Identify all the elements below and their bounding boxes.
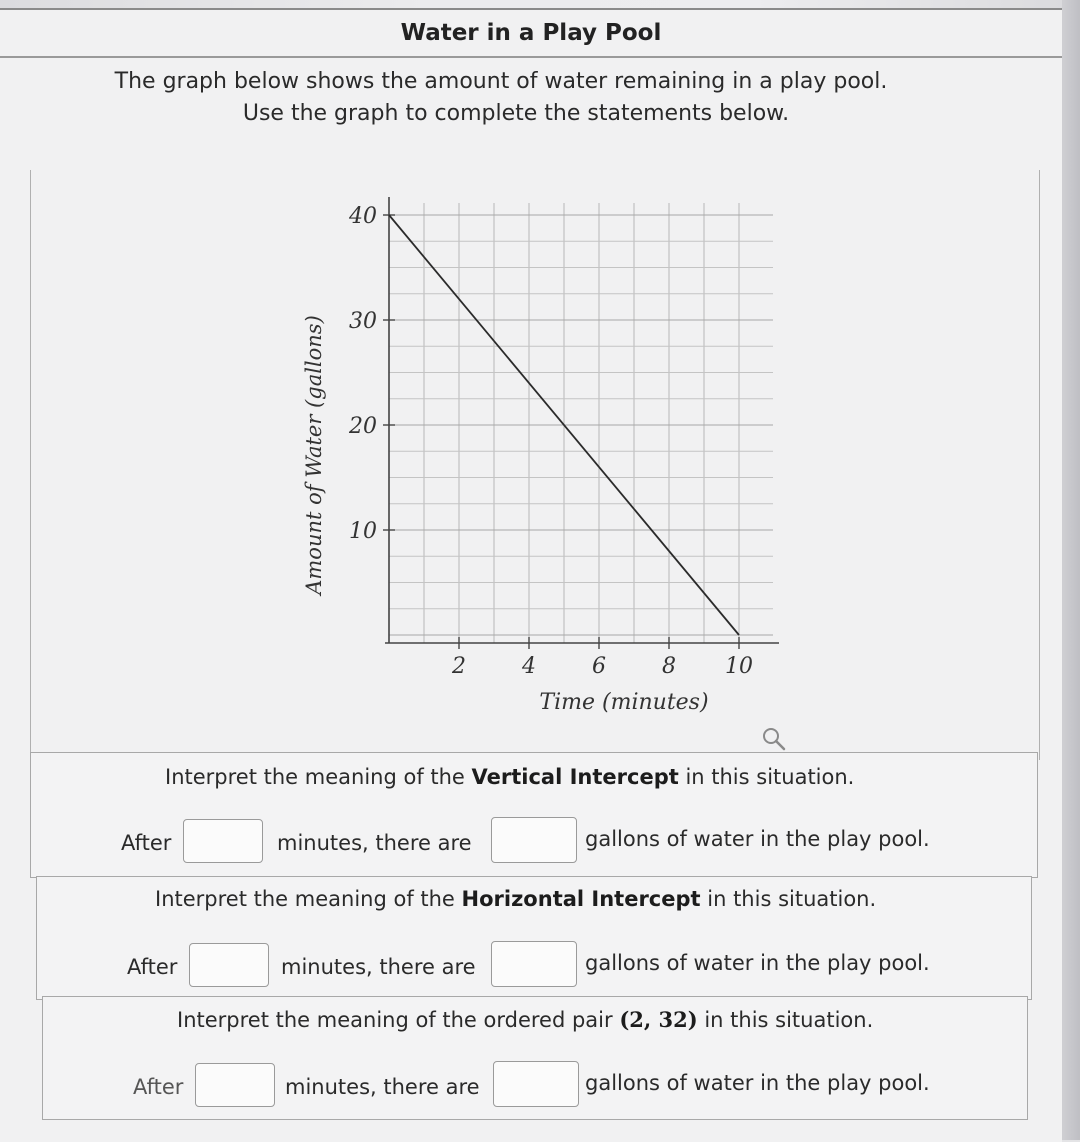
prompt-text-end: in this situation. <box>697 1008 874 1032</box>
y-tick-label: 40 <box>349 204 377 229</box>
x-tick-label: 8 <box>662 654 676 679</box>
horizontal-intercept-minutes-input[interactable] <box>189 943 269 987</box>
section-vertical-intercept <box>30 752 1038 878</box>
prompt-text-end: in this situation. <box>678 765 855 789</box>
minutes-label: minutes, there are <box>277 831 472 855</box>
gallons-label: gallons of water in the play pool. <box>585 827 930 851</box>
water-line-chart <box>31 170 1039 760</box>
minutes-label: minutes, there are <box>285 1075 480 1099</box>
chart-grid <box>389 203 773 643</box>
prompt-ordered-pair <box>177 1007 873 1032</box>
intro-text <box>0 66 1062 130</box>
after-label: After <box>121 831 172 855</box>
x-tick-label: 6 <box>592 654 606 679</box>
after-label: After <box>133 1075 184 1099</box>
ordered-pair-minutes-input[interactable] <box>195 1063 275 1107</box>
prompt-bold: (2, 32) <box>619 1007 698 1032</box>
answer-row-3 <box>43 1071 1029 1125</box>
screen-edge <box>1062 0 1080 1140</box>
intro-line-2: Use the graph to complete the statements below. <box>242 101 790 126</box>
prompt-text: Interpret the meaning of the <box>155 887 462 911</box>
prompt-bold: Vertical Intercept <box>471 765 679 789</box>
section-ordered-pair <box>42 996 1028 1120</box>
y-tick-label: 20 <box>349 414 377 439</box>
graph-panel <box>30 170 1040 760</box>
vertical-intercept-minutes-input[interactable] <box>183 819 263 863</box>
intro-line-1: The graph below shows the amount of water remaining in a play pool. <box>114 69 888 94</box>
answer-row-1 <box>31 827 1039 881</box>
x-axis-label: Time (minutes) <box>539 690 709 715</box>
magnifier-icon[interactable] <box>761 726 787 752</box>
x-tick-label: 10 <box>725 654 753 679</box>
prompt-text: Interpret the meaning of the <box>165 765 472 789</box>
horizontal-intercept-gallons-input[interactable] <box>491 941 577 987</box>
prompt-horizontal-intercept <box>155 887 876 911</box>
prompt-text-end: in this situation. <box>700 887 877 911</box>
after-label: After <box>127 955 178 979</box>
prompt-bold: Horizontal Intercept <box>461 887 701 911</box>
title-bar <box>0 10 1062 58</box>
problem-page <box>0 8 1062 1142</box>
y-tick-label: 10 <box>349 519 377 544</box>
page-title: Water in a Play Pool <box>400 20 662 46</box>
section-horizontal-intercept <box>36 876 1032 1000</box>
x-tick-label: 4 <box>522 654 536 679</box>
chart-tick-labels <box>348 204 753 679</box>
prompt-vertical-intercept <box>165 765 854 789</box>
minutes-label: minutes, there are <box>281 955 476 979</box>
chart-axes <box>383 197 779 649</box>
ordered-pair-gallons-input[interactable] <box>493 1061 579 1107</box>
gallons-label: gallons of water in the play pool. <box>585 951 930 975</box>
gallons-label: gallons of water in the play pool. <box>585 1071 930 1095</box>
y-tick-label: 30 <box>349 309 377 334</box>
prompt-text: Interpret the meaning of the ordered pair <box>177 1008 620 1032</box>
vertical-intercept-gallons-input[interactable] <box>491 817 577 863</box>
x-tick-label: 2 <box>452 654 466 679</box>
y-axis-label: Amount of Water (gallons) <box>302 315 326 595</box>
